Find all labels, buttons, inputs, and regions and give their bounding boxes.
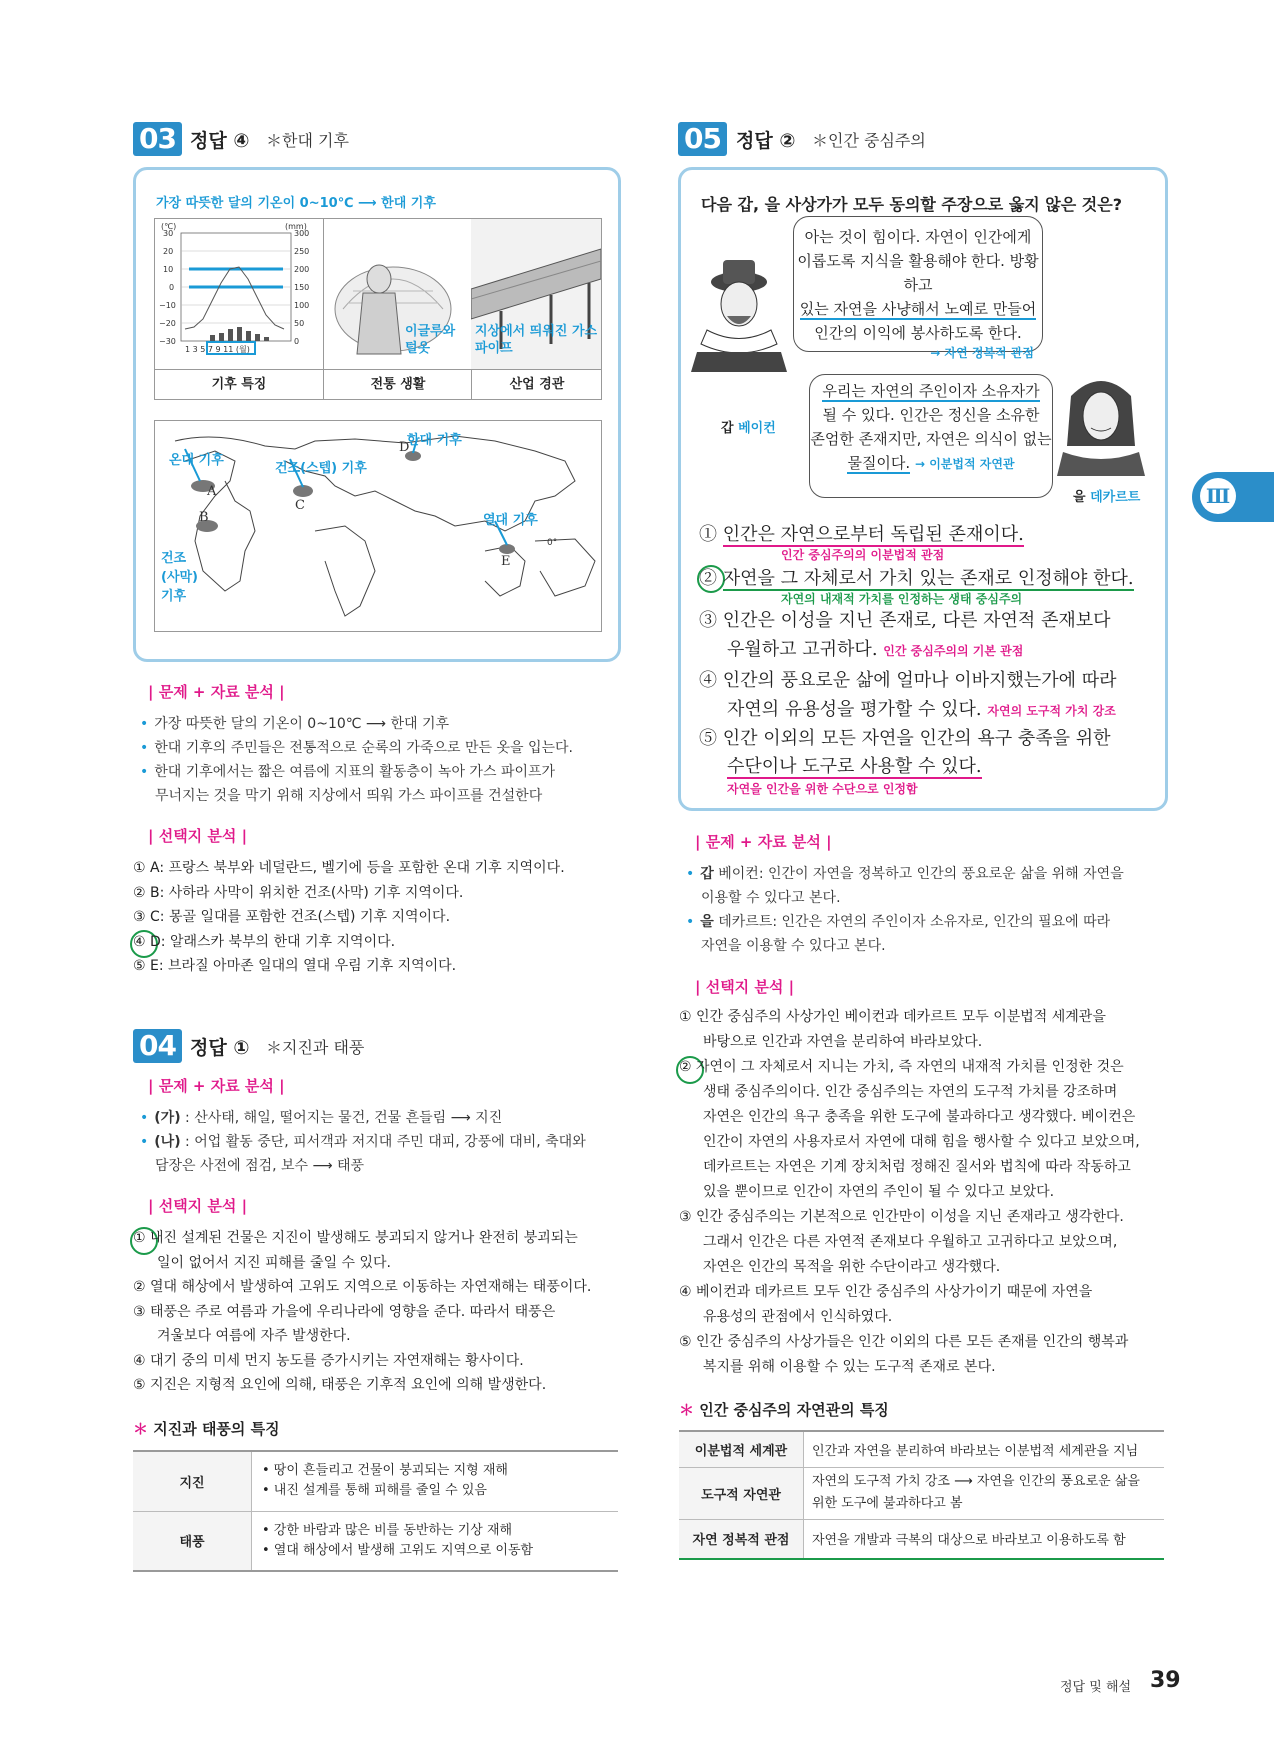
caption-industry: 산업 경관	[471, 369, 602, 400]
table-cell: • 땅이 흔들리고 건물이 붕괴되는 지형 재해 • 내진 설계를 통해 피해를 줄일 수 있음	[262, 1463, 508, 1499]
question-number-05: 05	[678, 122, 727, 156]
choice-line: ② B: 사하라 사막이 위치한 건조(사막) 기후 지역이다.	[133, 884, 464, 901]
map-label-temperate: 온대 기후	[169, 453, 224, 468]
q04-table-title: ＊ 지진과 태풍의 특징	[133, 1420, 280, 1438]
map-label-tropical: 열대 기후	[483, 513, 538, 528]
choice-line: ④ 대기 중의 미세 먼지 농도를 증가시키는 자연재해는 황사이다.	[133, 1352, 524, 1369]
topic-04: ＊지진과 태풍	[266, 1038, 365, 1057]
climate-chart	[155, 219, 324, 369]
map-label-desert: 건조 (사막) 기후	[161, 551, 198, 604]
bacon-speech-bubble: 아는 것이 힘이다. 자연이 인간에게 이롭도록 지식을 활용해야 한다. 방황하고 있는 자연을 사냥해서 노예로 만들어 인간의 이익에 봉사하도록 한다. → 자연 정복적 관점	[793, 216, 1043, 352]
analysis-line: • 갑 베이컨: 인간이 자연을 정복하고 인간의 풍요로운 삶을 위해 자연을	[686, 866, 1124, 882]
option-1: ① 인간은 자연으로부터 독립된 존재이다. 인간 중심주의의 이분법적 관점	[699, 524, 1024, 562]
svg-text:200: 200	[294, 265, 310, 274]
person-bacon: 갑 베이컨	[721, 421, 776, 436]
analysis-line: 이용할 수 있다고 본다.	[701, 890, 841, 906]
photo-strip	[154, 218, 602, 400]
question-number-03: 03	[133, 122, 182, 156]
svg-text:250: 250	[294, 247, 310, 256]
map-label-steppe: 건조(스텝) 기후	[275, 461, 367, 476]
descartes-portrait	[1053, 366, 1149, 476]
question-number-04: 04	[133, 1029, 182, 1063]
svg-text:−10: −10	[159, 301, 176, 310]
q05-table: 이분법적 세계관 인간과 자연을 분리하여 바라보는 이분법적 세계관을 지님 도구적 자연관 자연의 도구적 가치 강조 ⟶ 자연을 인간의 풍요로운 삶을 위한 도구에 불과하다고 봄 자연 정복적 관점 자연을 개발과 극복의 대상으로 바라보고 이용하도록 함	[679, 1430, 1164, 1560]
svg-text:0: 0	[169, 283, 175, 292]
choice-line: ④ D: 알래스카 북부의 한대 기후 지역이다.	[133, 933, 396, 950]
q04-analysis	[140, 1106, 620, 1178]
climate-chart-svg	[155, 219, 323, 369]
choice-line: ② 열대 해상에서 발생하여 고위도 지역으로 이동하는 자연재해는 태풍이다.	[133, 1279, 592, 1295]
analysis-line: • 한대 기후에서는 짧은 여름에 지표의 활동층이 녹아 가스 파이프가	[140, 764, 556, 780]
table-head: 지진	[133, 1451, 252, 1511]
option-4: ④ 인간의 풍요로운 삶에 얼마나 이바지했는가에 따라 자연의 유용성을 평가할 수 있다. 자연의 도구적 가치 강조	[699, 670, 1117, 720]
person-descartes: 을 데카르트	[1073, 490, 1141, 505]
world-map	[154, 420, 602, 632]
svg-text:50: 50	[294, 319, 305, 328]
box-title: 가장 따뜻한 달의 기온이 0~10℃ ⟶ 한대 기후	[156, 196, 436, 211]
analysis-line: • 가장 따뜻한 달의 기온이 0~10℃ ⟶ 한대 기후	[140, 716, 449, 732]
q03-choices	[133, 856, 613, 979]
igloo-label: 이글루와 털옷	[405, 324, 456, 356]
choice-line: ① A: 프랑스 북부와 네덜란드, 벨기에 등을 포함한 온대 기후 지역이다.	[133, 860, 565, 876]
q05-analysis-head: | 문제 + 자료 분석 |	[695, 833, 832, 851]
footer-label: 정답 및 해설	[1060, 1680, 1132, 1695]
option-3: ③ 인간은 이성을 지닌 존재로, 다른 자연적 존재보다 우월하고 고귀하다. 인간 중심주의의 기본 관점	[699, 610, 1111, 660]
q04-table	[133, 1450, 618, 1572]
svg-text:C: C	[295, 498, 305, 513]
q04-choice-head: | 선택지 분석 |	[148, 1197, 248, 1215]
left-unit: (℃)	[161, 222, 177, 231]
choice-line: ⑤ 지진은 지형적 요인에 의해, 태풍은 기후적 요인에 의해 발생한다.	[133, 1377, 547, 1393]
svg-text:30: 30	[163, 229, 174, 238]
svg-text:20: 20	[163, 247, 174, 256]
pipeline-label: 지상에서 띄워진 가스 파이프	[475, 324, 598, 356]
q03-data-box	[133, 167, 621, 662]
option-2: ② 자연을 그 자체로서 가치 있는 존재로 인정해야 한다. 자연의 내재적 가치를 인정하는 생태 중심주의	[699, 568, 1134, 606]
igloo-photo	[323, 219, 472, 369]
choice-line: 일이 없어서 지진 피해를 줄일 수 있다.	[157, 1254, 392, 1271]
analysis-line: 무너지는 것을 막기 위해 지상에서 띄워 가스 파이프를 건설한다	[155, 788, 543, 804]
table-head: 태풍	[133, 1511, 252, 1571]
svg-text:300: 300	[294, 229, 310, 238]
choice-line: ① 내진 설계된 건물은 지진이 발생해도 붕괴되지 않거나 완전히 붕괴되는	[133, 1230, 578, 1246]
svg-text:0°: 0°	[547, 538, 558, 548]
q04-choices	[133, 1226, 623, 1398]
x-ticks: 1 3 5 7 9 11 (월)	[185, 345, 250, 354]
q03-analysis-head: | 문제 + 자료 분석 |	[148, 683, 285, 701]
svg-text:E: E	[501, 554, 511, 569]
topic-05: ＊인간 중심주의	[812, 131, 926, 150]
choice-line: ⑤ E: 브라질 아마존 일대의 열대 우림 기후 지역이다.	[133, 958, 457, 974]
bacon-portrait	[687, 252, 793, 372]
svg-text:D: D	[399, 440, 410, 455]
q04-analysis-head: | 문제 + 자료 분석 |	[148, 1077, 285, 1095]
svg-text:−30: −30	[159, 337, 176, 346]
q03-analysis	[140, 712, 620, 808]
table-cell: • 강한 바람과 많은 비를 동반하는 기상 재해 • 열대 해상에서 발생해 고위도 지역으로 이동함	[262, 1522, 534, 1558]
svg-text:10: 10	[163, 265, 174, 274]
map-label-polar: 한대 기후	[407, 433, 462, 448]
page-number: 39	[1150, 1668, 1181, 1693]
q03-choice-head: | 선택지 분석 |	[148, 827, 248, 845]
answer-05: 정답 ②	[736, 130, 796, 152]
choice-line: 겨울보다 여름에 자주 발생한다.	[157, 1328, 351, 1344]
svg-text:−20: −20	[159, 319, 176, 328]
topic-03: ＊한대 기후	[266, 131, 349, 150]
choice-line: ③ C: 몽골 일대를 포함한 건조(스텝) 기후 지역이다.	[133, 909, 451, 925]
q05-choices: ① 인간 중심주의 사상가인 베이컨과 데카르트 모두 이분법적 세계관을 바탕으로 인간과 자연을 분리하여 바라보았다. ② 자연이 그 자체로서 지니는 가치, 즉 자연의 내재적 가치를 인정한 것은 생태 중심주의이다. 인간 중심주의는 자연의 도구적 가치를 강조하며 자연은 인간의 욕구 충족을 위한 도구에 불과하다고 생각했다. 베이컨은 인간이 자연의 사용자로서 자연에 대해 힘을 행사할 수 있다고 보았으며, 데카르트는 자연은 기계 장치처럼 정해진 질서와 법칙에 따라 작동하고 있을 뿐이므로 인간이 자연의 주인이 될 수 있다고 보았다. ③ 인간 중심주의는 기본적으로 인간만이 이성을 지닌 존재라고 생각한다. 그래서 인간은 다른 자연적 존재보다 우월하고 고귀하다고 보았으며, 자연은 인간의 목적을 위한 수단이라고 생각했다. ④ 베이컨과 데카르트 모두 인간 중심주의 사상가이기 때문에 자연을 유용성의 관점에서 인식하였다. ⑤ 인간 중심주의 사상가들은 인간 이외의 다른 모든 존재를 인간의 행복과 복지를 위해 이용할 수 있는 도구적 존재로 본다.	[679, 1009, 1140, 1375]
caption-climate: 기후 특징	[155, 369, 323, 400]
chapter-tab-label: Ⅲ	[1200, 478, 1236, 514]
svg-text:A: A	[207, 484, 217, 499]
pipeline-photo	[471, 219, 601, 369]
svg-text:0: 0	[294, 337, 300, 346]
analysis-line: 담장은 사전에 점검, 보수 ⟶ 태풍	[155, 1158, 365, 1174]
analysis-line: 자연을 이용할 수 있다고 본다.	[701, 938, 886, 954]
q05-analysis	[686, 862, 1166, 958]
analysis-line: • (나) : 어업 활동 중단, 피서객과 저지대 주민 대피, 강풍에 대비, 축대와	[140, 1134, 586, 1150]
answer-04: 정답 ①	[190, 1037, 250, 1059]
right-unit: (mm)	[285, 222, 307, 231]
svg-text:150: 150	[294, 283, 310, 292]
analysis-line: • (가) : 산사태, 해일, 떨어지는 물건, 건물 흔들림 ⟶ 지진	[140, 1110, 503, 1126]
question-text: 다음 갑, 을 사상가가 모두 동의할 주장으로 옳지 않은 것은?	[701, 195, 1122, 214]
analysis-line: • 한대 기후의 주민들은 전통적으로 순록의 가죽으로 만든 옷을 입는다.	[140, 740, 573, 756]
analysis-line: • 을 데카르트: 인간은 자연의 주인이자 소유자로, 인간의 필요에 따라	[686, 914, 1111, 930]
answer-03: 정답 ④	[190, 130, 250, 152]
descartes-speech-bubble: 우리는 자연의 주인이자 소유자가 될 수 있다. 인간은 정신을 소유한 존엄한 존재지만, 자연은 의식이 없는 물질이다. → 이분법적 자연관	[809, 374, 1053, 498]
q05-table-title: ＊ 인간 중심주의 자연관의 특징	[679, 1401, 889, 1419]
q05-choice-head: | 선택지 분석 |	[695, 978, 795, 996]
svg-text:B: B	[199, 510, 209, 525]
choice-line: ③ 태풍은 주로 여름과 가을에 우리나라에 영향을 준다. 따라서 태풍은	[133, 1303, 556, 1320]
caption-life: 전통 생활	[323, 369, 472, 400]
svg-text:100: 100	[294, 301, 310, 310]
option-5: ⑤ 인간 이외의 모든 자연을 인간의 욕구 충족을 위한 수단이나 도구로 사용할 수 있다. 자연을 인간을 위한 수단으로 인정함	[699, 728, 1111, 796]
chapter-tab	[1192, 472, 1274, 522]
q05-question-box	[678, 167, 1168, 811]
